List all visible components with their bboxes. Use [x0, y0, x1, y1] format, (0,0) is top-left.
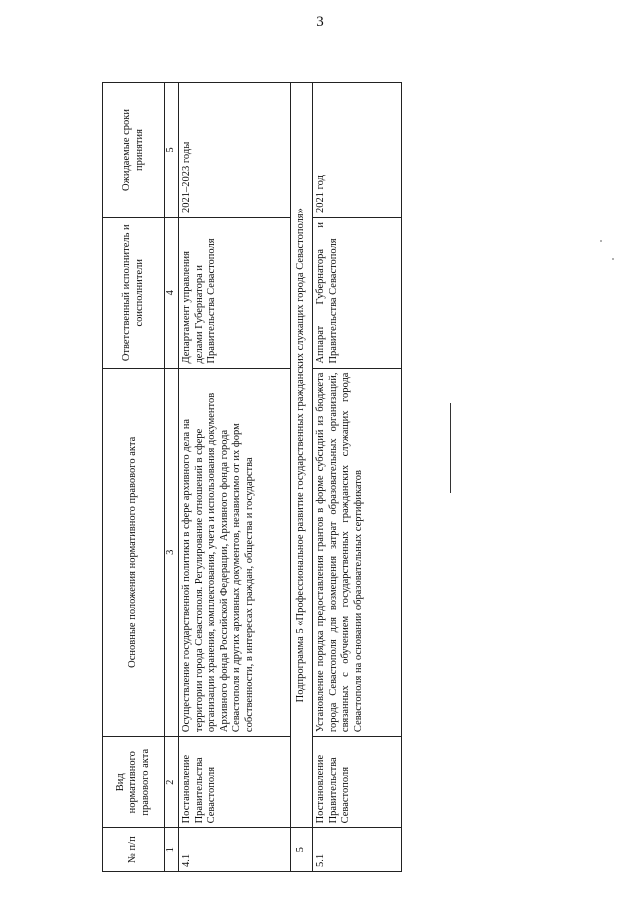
index-cell: 5 — [165, 83, 179, 218]
subprogram-title: Подпрограмма 5 «Профессиональное развитие государственных гражданских служащих города Севастополя» — [291, 83, 313, 828]
row-responsible: Аппарат Губернатора и Правительства Севастополя — [313, 218, 402, 369]
index-cell: 1 — [165, 828, 179, 872]
index-cell: 3 — [165, 368, 179, 737]
row-term: 2021–2023 годы — [179, 83, 291, 218]
separator-line — [450, 403, 451, 493]
table-row — [313, 83, 402, 872]
row-responsible: Департамент управления делами Губернатора и Правительства Севастополя — [179, 218, 291, 369]
row-act-type: Постановление Правительства Севастополя — [179, 737, 291, 828]
row-act-type: Постановление Правительства Севастополя — [313, 737, 402, 828]
header-num: № п/п — [103, 828, 165, 872]
header-term: Ожидаемые сроки принятия — [103, 83, 165, 218]
legal-acts-table — [102, 82, 402, 872]
table-header-row — [103, 83, 165, 872]
index-cell: 4 — [165, 218, 179, 369]
scan-speck — [612, 258, 614, 260]
row-main-provisions: Установление порядка предоставления грантов в форме субсидий из бюджета города Севастополя для возмещения затрат образовательных организаций, связанных с обучением государственных гражданских служащих города Севастополя на основании образовательных сертификатов — [313, 368, 402, 737]
row-main-provisions: Осуществление государственной политики в сфере архивного дела на территории города Севастополя. Регулирование отношений в сфере организации хранения, комплектования, учета и использования документов Архивного фонда Российской Федерации, Архивного фонда города Севастополя и других архивных документов, независимо от их форм собственности, в интересах граждан, общества и государства — [179, 368, 291, 737]
header-act-type: Вид нормативного правового акта — [103, 737, 165, 828]
row-term: 2021 год — [313, 83, 402, 218]
legal-acts-table-rotated — [102, 82, 402, 872]
header-main-provisions: Основные положения нормативного правового акта — [103, 368, 165, 737]
header-responsible: Ответственный исполнитель и соисполнители — [103, 218, 165, 369]
index-cell: 2 — [165, 737, 179, 828]
scan-speck — [600, 240, 602, 242]
row-num: 5.1 — [313, 828, 402, 872]
table-row — [179, 83, 291, 872]
subprogram-row — [291, 83, 313, 872]
page-number: 3 — [316, 14, 324, 30]
subprogram-num: 5 — [291, 828, 313, 872]
column-index-row — [165, 83, 179, 872]
row-num: 4.1 — [179, 828, 291, 872]
